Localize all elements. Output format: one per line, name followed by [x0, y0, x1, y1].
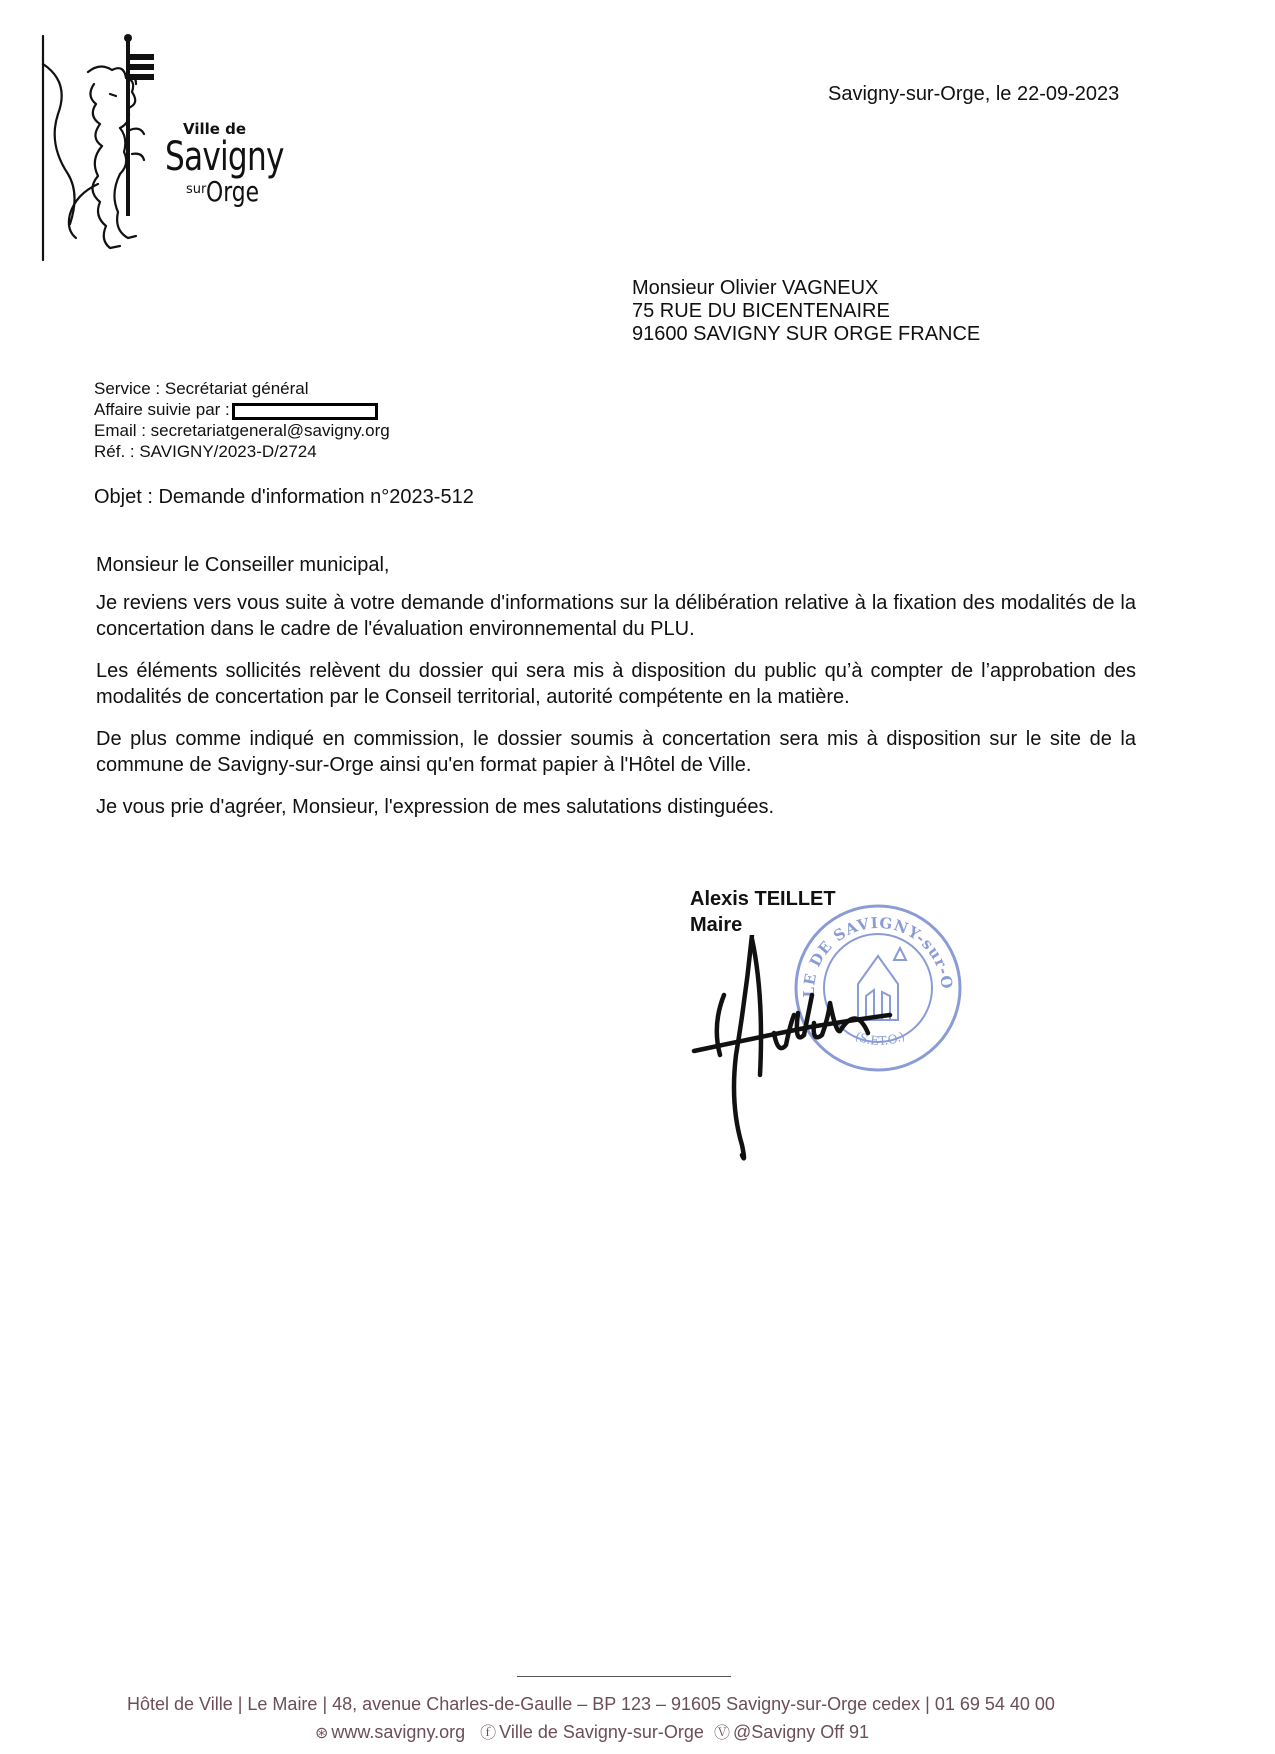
recipient-name: Monsieur Olivier VAGNEUX [632, 277, 879, 299]
twitter-icon: Ⓥ [713, 1725, 730, 1742]
redacted-box [232, 403, 378, 420]
footer-web[interactable]: www.savigny.org [331, 1722, 466, 1742]
signatory-title: Maire [690, 914, 743, 936]
logo-text-ville-de: Ville de [183, 120, 247, 138]
footer-facebook[interactable]: Ville de Savigny-sur-Orge [499, 1722, 704, 1742]
meta-email: Email : secretariatgeneral@savigny.org [94, 421, 390, 440]
logo-text-savigny: Savigny [165, 134, 284, 180]
salutation: Monsieur le Conseiller municipal, [96, 554, 390, 576]
facebook-icon: ⓕ [480, 1725, 497, 1742]
letter-meta [94, 378, 390, 462]
letter-date: Savigny-sur-Orge, le 22-09-2023 [828, 83, 1120, 105]
letter-body [96, 552, 1136, 836]
footer-address: Hôtel de Ville | Le Maire | 48, avenue Charles-de-Gaulle – BP 123 – 91605 Savigny-sur-Orge cedex | 01 69 54 40 00 [127, 1694, 1055, 1714]
body-paragraph-3: De plus comme indiqué en commission, le dossier soumis à concertation sera mis à disposition sur le site de la commune de Savigny-sur-Orge ainsi qu'en format papier à l'Hôtel de Ville. [96, 728, 1136, 776]
body-paragraph-1: Je reviens vers vous suite à votre demande d'informations sur la délibération relative à la fixation des modalités de la concertation dans le cadre de l'évaluation environnemental du PLU. [96, 592, 1136, 640]
signatory-name: Alexis TEILLET [690, 888, 836, 910]
logo-text-orge: Orge [206, 175, 260, 208]
meta-ref: Réf. : SAVIGNY/2023-D/2724 [94, 442, 317, 461]
recipient-street: 75 RUE DU BICENTENAIRE [632, 300, 890, 322]
footer-links [315, 1720, 869, 1743]
meta-service: Service : Secrétariat général [94, 379, 309, 398]
body-paragraph-2: Les éléments sollicités relèvent du dossier qui sera mis à disposition du public qu’à compter de l’approbation des modalités de concertation par le Conseil territorial, autorité compétente en la matière. [96, 660, 1136, 708]
footer-twitter[interactable]: @Savigny Off 91 [732, 1722, 869, 1742]
signature-icon [690, 935, 930, 1170]
logo-text-sur: sur [186, 182, 207, 197]
closing-formula: Je vous prie d'agréer, Monsieur, l'expression de mes salutations distinguées. [96, 796, 775, 818]
letter-subject: Objet : Demande d'information n°2023-512 [94, 486, 474, 508]
seal-text-bottom: (S.ET.O.) [853, 1028, 907, 1048]
footer-divider [517, 1676, 731, 1677]
seal-text-top: LE DE SAVIGNY-sur-O [799, 913, 957, 998]
handwritten-signature [690, 935, 930, 1170]
recipient-address [632, 277, 980, 346]
recipient-city: 91600 SAVIGNY SUR ORGE FRANCE [632, 323, 981, 345]
meta-affaire: Affaire suivie par : [94, 400, 230, 419]
web-icon: ⊛ [315, 1725, 329, 1742]
meta-affaire-row [94, 399, 390, 420]
